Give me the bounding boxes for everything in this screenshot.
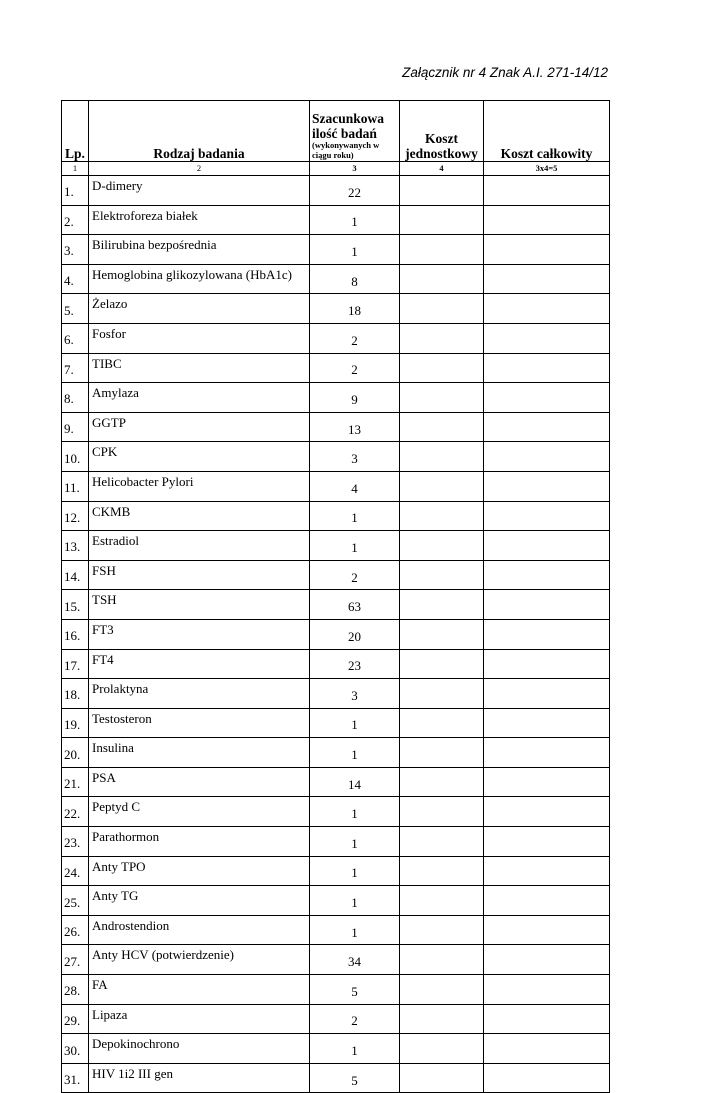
row-number: 26. xyxy=(62,915,89,945)
row-number: 25. xyxy=(62,886,89,916)
total-cost-cell xyxy=(484,412,610,442)
test-name: CKMB xyxy=(89,501,310,531)
test-name: Fosfor xyxy=(89,323,310,353)
total-cost-cell xyxy=(484,501,610,531)
row-number: 7. xyxy=(62,353,89,383)
quantity: 1 xyxy=(310,886,400,916)
table-row xyxy=(62,442,610,472)
row-number: 6. xyxy=(62,323,89,353)
table-row xyxy=(62,827,610,857)
test-name: FA xyxy=(89,975,310,1005)
total-cost-cell xyxy=(484,708,610,738)
quantity: 13 xyxy=(310,412,400,442)
unit-cost-cell xyxy=(400,738,484,768)
unit-cost-cell xyxy=(400,827,484,857)
test-name: TSH xyxy=(89,590,310,620)
unit-cost-cell xyxy=(400,649,484,679)
unit-cost-cell xyxy=(400,1004,484,1034)
quantity: 1 xyxy=(310,856,400,886)
quantity: 1 xyxy=(310,827,400,857)
column-number: 1 xyxy=(62,162,89,176)
row-number: 18. xyxy=(62,679,89,709)
row-number: 16. xyxy=(62,619,89,649)
table-row xyxy=(62,176,610,206)
unit-cost-cell xyxy=(400,945,484,975)
quantity: 4 xyxy=(310,471,400,501)
table-row xyxy=(62,1034,610,1064)
total-cost-cell xyxy=(484,738,610,768)
test-name: D-dimery xyxy=(89,176,310,206)
table-row xyxy=(62,767,610,797)
quantity: 3 xyxy=(310,679,400,709)
unit-cost-cell xyxy=(400,1063,484,1093)
column-number: 2 xyxy=(89,162,310,176)
header-unit-cost: Koszt jednostkowy xyxy=(400,101,484,162)
unit-cost-cell xyxy=(400,353,484,383)
row-number: 27. xyxy=(62,945,89,975)
unit-cost-cell xyxy=(400,235,484,265)
test-name: Parathormon xyxy=(89,827,310,857)
total-cost-cell xyxy=(484,827,610,857)
quantity: 2 xyxy=(310,323,400,353)
row-number: 24. xyxy=(62,856,89,886)
unit-cost-cell xyxy=(400,708,484,738)
test-name: FSH xyxy=(89,560,310,590)
unit-cost-cell xyxy=(400,975,484,1005)
row-number: 13. xyxy=(62,531,89,561)
unit-cost-cell xyxy=(400,205,484,235)
unit-cost-cell xyxy=(400,412,484,442)
row-number: 5. xyxy=(62,294,89,324)
unit-cost-cell xyxy=(400,176,484,206)
unit-cost-cell xyxy=(400,442,484,472)
column-number-row xyxy=(62,162,610,176)
table-row xyxy=(62,1063,610,1093)
test-name: Depokinochrono xyxy=(89,1034,310,1064)
quantity: 20 xyxy=(310,619,400,649)
total-cost-cell xyxy=(484,531,610,561)
row-number: 21. xyxy=(62,767,89,797)
total-cost-cell xyxy=(484,560,610,590)
total-cost-cell xyxy=(484,915,610,945)
table-row xyxy=(62,471,610,501)
test-name: Anty TPO xyxy=(89,856,310,886)
quantity: 2 xyxy=(310,1004,400,1034)
total-cost-cell xyxy=(484,353,610,383)
table-row xyxy=(62,205,610,235)
test-name: Helicobacter Pylori xyxy=(89,471,310,501)
row-number: 31. xyxy=(62,1063,89,1093)
unit-cost-cell xyxy=(400,294,484,324)
row-number: 11. xyxy=(62,471,89,501)
test-name: Żelazo xyxy=(89,294,310,324)
test-name: FT4 xyxy=(89,649,310,679)
header-name: Rodzaj badania xyxy=(89,101,310,162)
quantity: 2 xyxy=(310,353,400,383)
quantity: 23 xyxy=(310,649,400,679)
test-name: PSA xyxy=(89,767,310,797)
unit-cost-cell xyxy=(400,1034,484,1064)
quantity: 14 xyxy=(310,767,400,797)
row-number: 23. xyxy=(62,827,89,857)
total-cost-cell xyxy=(484,856,610,886)
total-cost-cell xyxy=(484,679,610,709)
quantity: 34 xyxy=(310,945,400,975)
row-number: 20. xyxy=(62,738,89,768)
row-number: 10. xyxy=(62,442,89,472)
unit-cost-cell xyxy=(400,856,484,886)
quantity: 3 xyxy=(310,442,400,472)
quantity: 1 xyxy=(310,531,400,561)
test-name: Amylaza xyxy=(89,383,310,413)
test-name: Anty HCV (potwierdzenie) xyxy=(89,945,310,975)
row-number: 12. xyxy=(62,501,89,531)
quantity: 1 xyxy=(310,708,400,738)
table-row xyxy=(62,1004,610,1034)
total-cost-cell xyxy=(484,323,610,353)
table-row xyxy=(62,708,610,738)
quantity: 63 xyxy=(310,590,400,620)
unit-cost-cell xyxy=(400,886,484,916)
unit-cost-cell xyxy=(400,531,484,561)
row-number: 15. xyxy=(62,590,89,620)
quantity: 22 xyxy=(310,176,400,206)
unit-cost-cell xyxy=(400,915,484,945)
row-number: 29. xyxy=(62,1004,89,1034)
table-row xyxy=(62,531,610,561)
quantity: 1 xyxy=(310,205,400,235)
table-row xyxy=(62,915,610,945)
header-quantity xyxy=(310,101,400,162)
row-number: 30. xyxy=(62,1034,89,1064)
unit-cost-cell xyxy=(400,323,484,353)
row-number: 17. xyxy=(62,649,89,679)
total-cost-cell xyxy=(484,176,610,206)
tests-table xyxy=(61,100,610,1093)
test-name: GGTP xyxy=(89,412,310,442)
quantity: 5 xyxy=(310,1063,400,1093)
table-row xyxy=(62,856,610,886)
test-name: Elektroforeza białek xyxy=(89,205,310,235)
total-cost-cell xyxy=(484,1063,610,1093)
row-number: 3. xyxy=(62,235,89,265)
quantity: 18 xyxy=(310,294,400,324)
table-row xyxy=(62,353,610,383)
quantity: 5 xyxy=(310,975,400,1005)
unit-cost-cell xyxy=(400,501,484,531)
unit-cost-cell xyxy=(400,767,484,797)
quantity: 1 xyxy=(310,915,400,945)
total-cost-cell xyxy=(484,945,610,975)
annex-label: Załącznik nr 4 Znak A.I. 271-14/12 xyxy=(402,65,608,80)
test-name: Bilirubina bezpośrednia xyxy=(89,235,310,265)
total-cost-cell xyxy=(484,767,610,797)
test-name: Estradiol xyxy=(89,531,310,561)
total-cost-cell xyxy=(484,797,610,827)
quantity: 1 xyxy=(310,235,400,265)
unit-cost-cell xyxy=(400,590,484,620)
row-number: 22. xyxy=(62,797,89,827)
table-row xyxy=(62,886,610,916)
table-row xyxy=(62,590,610,620)
total-cost-cell xyxy=(484,886,610,916)
total-cost-cell xyxy=(484,471,610,501)
table-row xyxy=(62,412,610,442)
total-cost-cell xyxy=(484,1004,610,1034)
table-row xyxy=(62,323,610,353)
header-lp: Lp. xyxy=(62,101,89,162)
quantity: 1 xyxy=(310,738,400,768)
header-row xyxy=(62,101,610,162)
quantity: 1 xyxy=(310,501,400,531)
unit-cost-cell xyxy=(400,679,484,709)
test-name: FT3 xyxy=(89,619,310,649)
total-cost-cell xyxy=(484,442,610,472)
quantity: 9 xyxy=(310,383,400,413)
total-cost-cell xyxy=(484,294,610,324)
row-number: 14. xyxy=(62,560,89,590)
quantity: 1 xyxy=(310,1034,400,1064)
table-row xyxy=(62,235,610,265)
test-name: Peptyd C xyxy=(89,797,310,827)
table-row xyxy=(62,501,610,531)
quantity: 1 xyxy=(310,797,400,827)
header-total-cost: Koszt całkowity xyxy=(484,101,610,162)
test-name: Hemoglobina glikozylowana (HbA1c) xyxy=(89,264,310,294)
test-name: Insulina xyxy=(89,738,310,768)
total-cost-cell xyxy=(484,1034,610,1064)
table-row xyxy=(62,679,610,709)
total-cost-cell xyxy=(484,619,610,649)
row-number: 2. xyxy=(62,205,89,235)
table-row xyxy=(62,945,610,975)
row-number: 19. xyxy=(62,708,89,738)
column-number: 3 xyxy=(310,162,400,176)
row-number: 4. xyxy=(62,264,89,294)
table-row xyxy=(62,975,610,1005)
unit-cost-cell xyxy=(400,264,484,294)
total-cost-cell xyxy=(484,649,610,679)
unit-cost-cell xyxy=(400,383,484,413)
total-cost-cell xyxy=(484,264,610,294)
unit-cost-cell xyxy=(400,619,484,649)
table-row xyxy=(62,383,610,413)
test-name: TIBC xyxy=(89,353,310,383)
test-name: Androstendion xyxy=(89,915,310,945)
row-number: 1. xyxy=(62,176,89,206)
row-number: 8. xyxy=(62,383,89,413)
total-cost-cell xyxy=(484,590,610,620)
table-row xyxy=(62,619,610,649)
table-row xyxy=(62,264,610,294)
quantity: 8 xyxy=(310,264,400,294)
unit-cost-cell xyxy=(400,471,484,501)
table-row xyxy=(62,649,610,679)
total-cost-cell xyxy=(484,975,610,1005)
total-cost-cell xyxy=(484,235,610,265)
test-name: Prolaktyna xyxy=(89,679,310,709)
test-name: Testosteron xyxy=(89,708,310,738)
total-cost-cell xyxy=(484,205,610,235)
column-number: 3x4=5 xyxy=(484,162,610,176)
test-name: CPK xyxy=(89,442,310,472)
table-row xyxy=(62,294,610,324)
column-number: 4 xyxy=(400,162,484,176)
test-name: HIV 1i2 III gen xyxy=(89,1063,310,1093)
table-row xyxy=(62,560,610,590)
unit-cost-cell xyxy=(400,560,484,590)
header-quantity-main: Szacunkowa ilość badań xyxy=(312,111,385,142)
unit-cost-cell xyxy=(400,797,484,827)
row-number: 28. xyxy=(62,975,89,1005)
row-number: 9. xyxy=(62,412,89,442)
quantity: 2 xyxy=(310,560,400,590)
total-cost-cell xyxy=(484,383,610,413)
test-name: Anty TG xyxy=(89,886,310,916)
test-name: Lipaza xyxy=(89,1004,310,1034)
table-row xyxy=(62,738,610,768)
table-row xyxy=(62,797,610,827)
header-quantity-sub: (wykonywanych w ciągu roku) xyxy=(312,140,380,161)
